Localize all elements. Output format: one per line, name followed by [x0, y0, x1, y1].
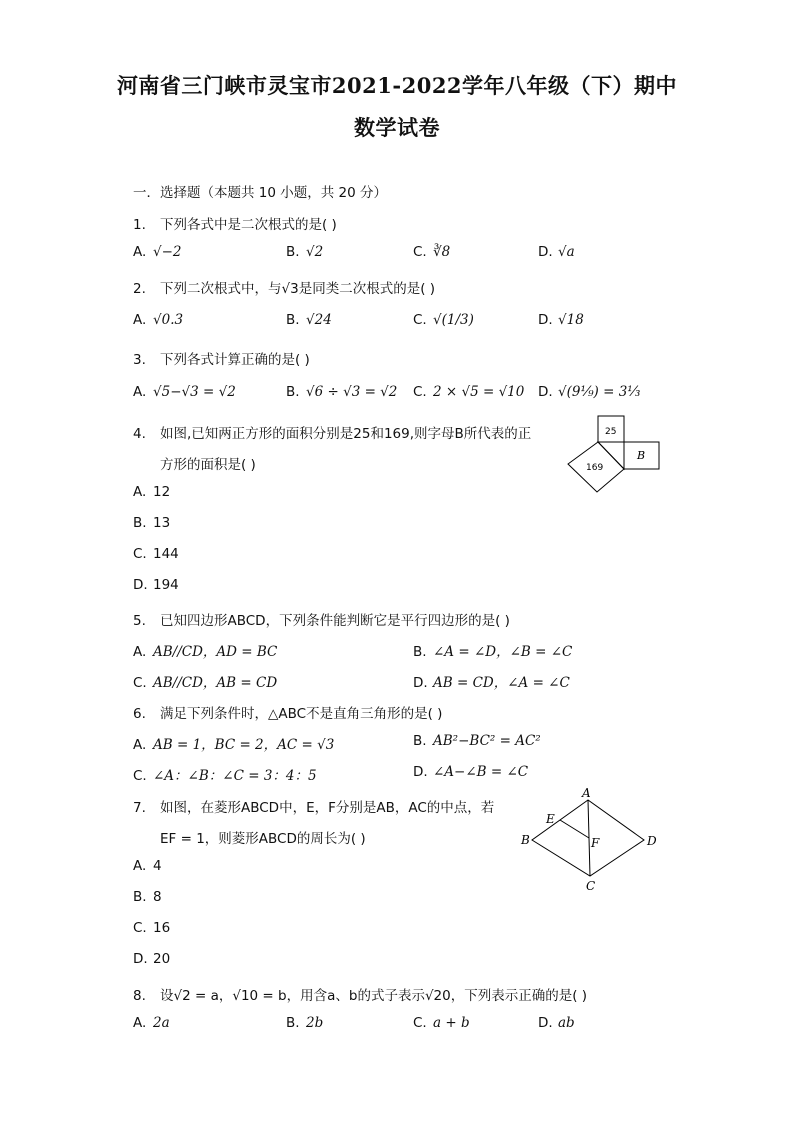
q1-option-a: A. √−2 [133, 244, 182, 260]
question-number: 8. [133, 988, 146, 1004]
q8-option-b: B. 2b [286, 1015, 324, 1031]
question-stem: 设√2 = a，√10 = b，用含a、b的式子表示√20，下列表示正确的是( ) [160, 988, 588, 1004]
exam-title-line2: 数学试卷 [354, 115, 440, 140]
question-7 [133, 796, 494, 816]
question-stem: 满足下列条件时，△ABC不是直角三角形的是( ) [160, 706, 443, 722]
q8-option-c: C. a + b [413, 1015, 470, 1031]
question-stem: 如图，在菱形ABCD中，E，F分别是AB，AC的中点，若 [160, 800, 495, 816]
segment-ef [560, 820, 589, 838]
label-f: F [591, 836, 600, 850]
q6-option-b: B. AB²−BC² = AC² [413, 733, 541, 749]
q7-option-b: B. 8 [133, 889, 162, 905]
label-c: C [586, 879, 596, 893]
q5-option-b: B. ∠A = ∠D，∠B = ∠C [413, 644, 573, 660]
question-8 [133, 984, 587, 1004]
q5-option-c: C. AB//CD，AB = CD [133, 675, 278, 691]
q1-option-d: D. √a [538, 244, 575, 260]
q4-option-c: C. 144 [133, 546, 179, 562]
question-stem: 下列二次根式中，与√3是同类二次根式的是( ) [160, 281, 436, 297]
question-6 [133, 702, 442, 722]
label-a: A [582, 786, 591, 800]
question-stem: 如图,已知两正方形的面积分别是25和169,则字母B所代表的正 [160, 426, 532, 442]
question-stem: 下列各式计算正确的是( ) [160, 352, 310, 368]
question-2 [133, 277, 435, 297]
q7-option-a: A. 4 [133, 858, 162, 874]
q6-option-c: C. ∠A：∠B：∠C = 3：4：5 [133, 768, 317, 784]
section-heading: 一．选择题（本题共 10 小题，共 20 分） [133, 185, 388, 201]
question-4 [133, 422, 531, 442]
q2-option-a: A. √0.3 [133, 312, 184, 328]
figure-rhombus [516, 786, 664, 896]
q1-option-b: B. √2 [286, 244, 324, 260]
q7-option-d: D. 20 [133, 951, 171, 967]
label-e: E [546, 812, 555, 826]
question-number: 7. [133, 800, 146, 816]
q2-option-b: B. √24 [286, 312, 332, 328]
q3-option-c: C. 2 × √5 = √10 [413, 384, 525, 400]
question-1 [133, 213, 337, 233]
q8-option-d: D. ab [538, 1015, 575, 1031]
exam-title-line1: 河南省三门峡市灵宝市2021-2022学年八年级（下）期中 [116, 73, 678, 98]
q4-option-b: B. 13 [133, 515, 171, 531]
q8-option-a: A. 2a [133, 1015, 170, 1031]
q3-option-b: B. √6 ÷ √3 = √2 [286, 384, 398, 400]
q4-option-d: D. 194 [133, 577, 179, 593]
question-4-continued: 方形的面积是( ) [160, 457, 256, 473]
question-number: 6. [133, 706, 146, 722]
figure-squares [562, 412, 666, 494]
q1-option-c: C. ∛8 [413, 244, 451, 260]
question-number: 4. [133, 426, 146, 442]
q2-option-d: D. √18 [538, 312, 584, 328]
label-25: 25 [605, 427, 617, 437]
question-7-continued: EF = 1，则菱形ABCD的周长为( ) [160, 831, 366, 847]
question-5 [133, 609, 510, 629]
q5-option-a: A. AB//CD，AD = BC [133, 644, 278, 660]
question-number: 5. [133, 613, 146, 629]
q5-option-d: D. AB = CD，∠A = ∠C [413, 675, 570, 691]
question-stem: 下列各式中是二次根式的是( ) [160, 217, 337, 233]
question-stem: 已知四边形ABCD，下列条件能判断它是平行四边形的是( ) [160, 613, 510, 629]
q7-option-c: C. 16 [133, 920, 171, 936]
q6-option-a: A. AB = 1，BC = 2，AC = √3 [133, 737, 335, 753]
label-b: B [637, 449, 646, 462]
label-d: D [647, 834, 657, 848]
question-number: 2. [133, 281, 146, 297]
q3-option-d: D. √(9⅑) = 3⅓ [538, 384, 641, 400]
q2-option-c: C. √(1/3) [413, 312, 474, 328]
q3-option-a: A. √5−√3 = √2 [133, 384, 236, 400]
q4-option-a: A. 12 [133, 484, 171, 500]
question-number: 3. [133, 352, 146, 368]
label-b: B [521, 833, 530, 847]
q6-option-d: D. ∠A−∠B = ∠C [413, 764, 529, 780]
question-3 [133, 348, 310, 368]
label-169: 169 [586, 463, 604, 473]
question-number: 1. [133, 217, 146, 233]
